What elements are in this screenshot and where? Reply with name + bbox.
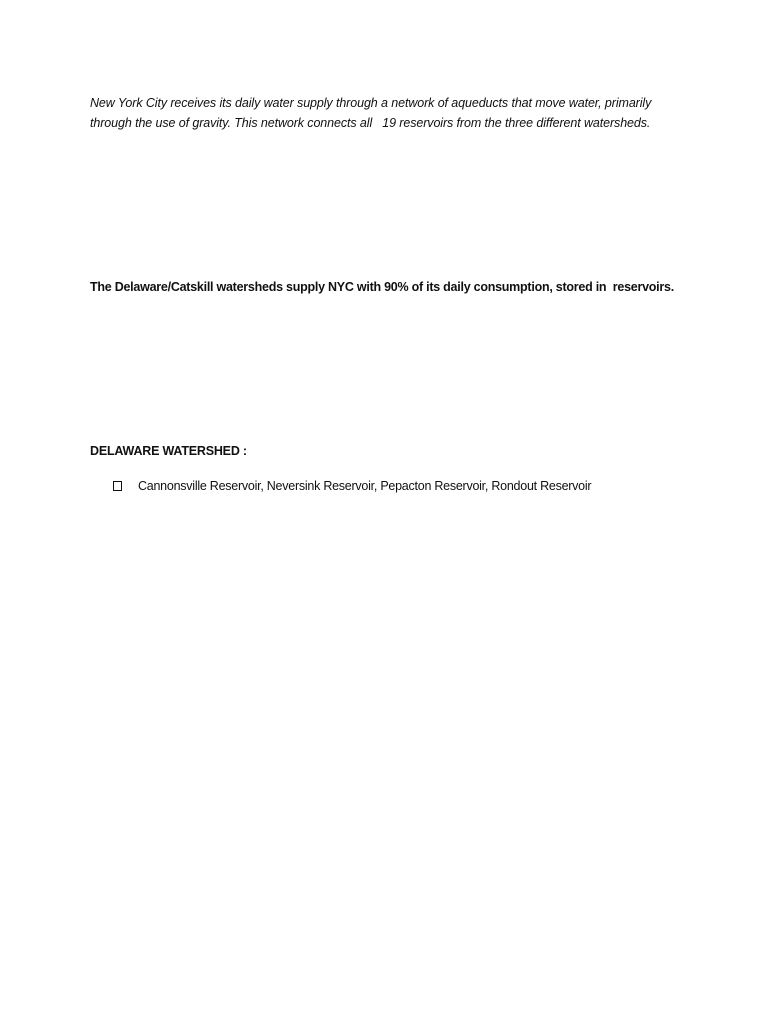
supply-statement: The Delaware/Catskill watersheds supply NYC with 90% of its daily consumption, stored in reservoirs. [90, 280, 674, 294]
delaware-reservoir-list [110, 477, 591, 495]
intro-line-1: New York City receives its daily water supply through a network of aqueducts that move water, primarily [90, 96, 652, 110]
intro-line-2: through the use of gravity. This network connects all 19 reservoirs from the three different watersheds. [90, 116, 651, 130]
list-item [110, 477, 591, 495]
empty-square-bullet-icon [113, 481, 122, 491]
intro-paragraph [90, 93, 690, 133]
delaware-watershed-heading: DELAWARE WATERSHED : [90, 444, 247, 458]
reservoir-names: Cannonsville Reservoir, Neversink Reservoir, Pepacton Reservoir, Rondout Reservoir [138, 479, 592, 493]
